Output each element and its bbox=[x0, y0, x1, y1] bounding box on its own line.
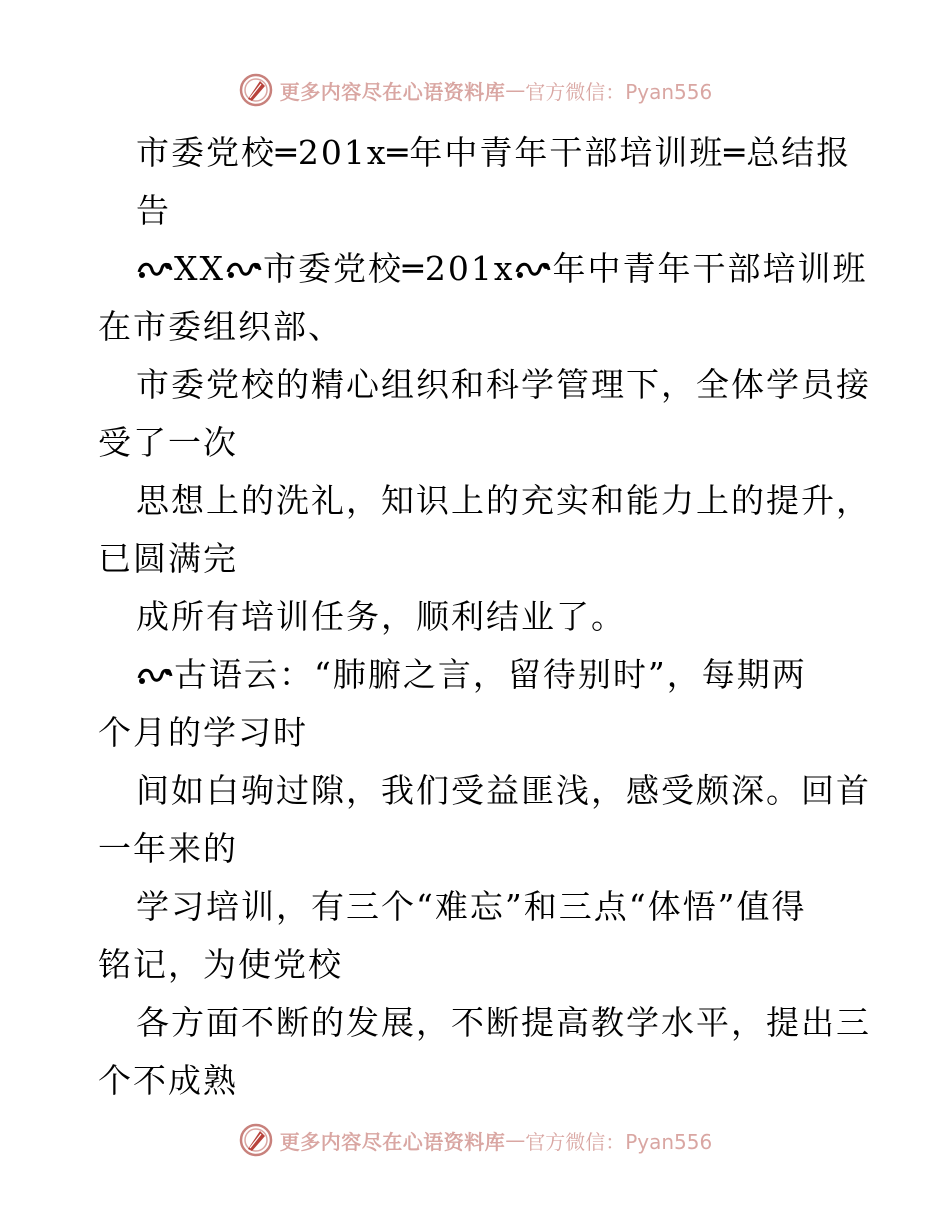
banner-wechat: 官方微信：Pyan556 bbox=[525, 1129, 713, 1154]
text-line bbox=[98, 414, 858, 472]
footer-banner bbox=[0, 1120, 950, 1160]
line-text: 间如白驹过隙，我们受益匪浅，感受颇深。回首 bbox=[136, 771, 871, 810]
text-line bbox=[98, 762, 871, 820]
text-line bbox=[98, 472, 871, 530]
text-line bbox=[98, 820, 858, 878]
line-text: 思想上的洗礼，知识上的充实和能力上的提升， bbox=[136, 481, 871, 520]
text-line bbox=[98, 1052, 858, 1110]
text-line bbox=[98, 646, 858, 704]
line-text: 个不成熟 bbox=[98, 1061, 238, 1100]
text-line bbox=[98, 704, 858, 762]
pen-nib-logo-icon bbox=[238, 72, 274, 108]
text-line bbox=[98, 530, 858, 588]
line-text: 年中青年干部培训班 bbox=[552, 249, 868, 288]
fleuron-icon bbox=[136, 664, 174, 688]
line-text: 各方面不断的发展，不断提高教学水平，提出三 bbox=[136, 1003, 871, 1042]
line-text: 学习培训，有三个“难忘”和三点“体悟”值得 bbox=[136, 887, 807, 926]
line-text: 市委党校的精心组织和科学管理下，全体学员接 bbox=[136, 365, 871, 404]
line-text: 铭记，为使党校 bbox=[98, 945, 343, 984]
text-line bbox=[98, 182, 858, 240]
banner-wechat: 官方微信：Pyan556 bbox=[525, 79, 713, 104]
line-text: 个月的学习时 bbox=[98, 713, 308, 752]
line-text: 古语云：“肺腑之言，留待别时”，每期两 bbox=[174, 655, 807, 694]
text-line bbox=[98, 936, 858, 994]
document-body bbox=[98, 124, 871, 1110]
text-line bbox=[98, 356, 871, 414]
line-text: 在市委组织部、 bbox=[98, 307, 343, 346]
header-banner bbox=[0, 70, 950, 110]
text-line bbox=[98, 588, 858, 646]
fleuron-icon bbox=[225, 258, 263, 282]
banner-text: 更多内容尽在心语资料库 bbox=[279, 79, 506, 104]
fleuron-icon bbox=[136, 258, 174, 282]
line-text: 市委党校═201x bbox=[263, 249, 515, 288]
line-text: 成所有培训任务，顺利结业了。 bbox=[136, 597, 626, 636]
text-line bbox=[98, 878, 858, 936]
line-text: 已圆满完 bbox=[98, 539, 238, 578]
fleuron-icon bbox=[514, 258, 552, 282]
banner-text: 更多内容尽在心语资料库 bbox=[279, 1129, 506, 1154]
pen-nib-logo-icon bbox=[238, 1122, 274, 1158]
text-line bbox=[98, 298, 858, 356]
text-line bbox=[98, 994, 871, 1052]
line-text: 一年来的 bbox=[98, 829, 238, 868]
line-text: 告 bbox=[136, 191, 171, 230]
line-text: XX bbox=[174, 249, 225, 288]
banner-separator: — bbox=[505, 78, 526, 102]
line-text: 受了一次 bbox=[98, 423, 238, 462]
text-line bbox=[98, 124, 858, 182]
line-text: 市委党校═201x═年中青年干部培训班═总结报 bbox=[136, 133, 852, 172]
text-line bbox=[98, 240, 868, 298]
banner-separator: — bbox=[505, 1128, 526, 1152]
